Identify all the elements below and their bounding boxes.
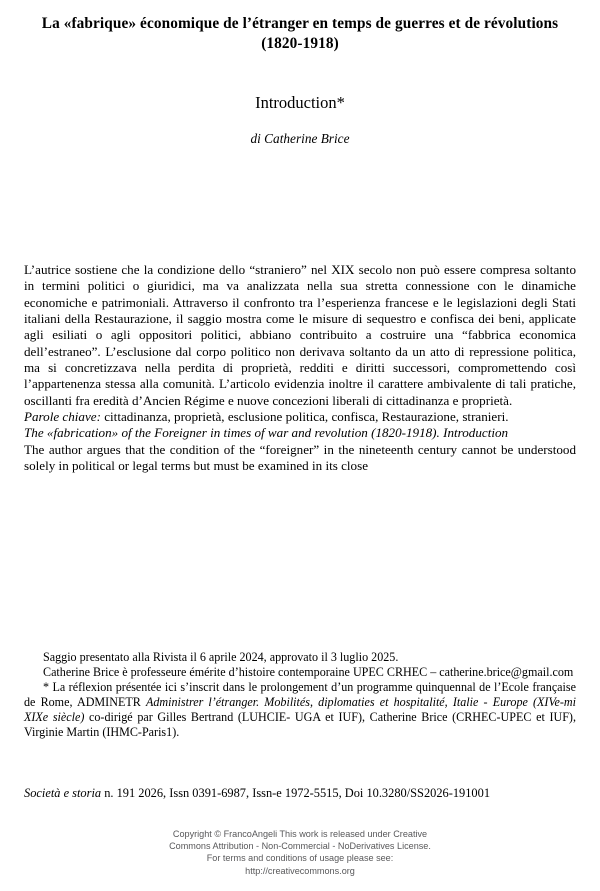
journal-issue-details: n. 191 2026, Issn 0391-6987, Issn-e 1972-5515, Doi 10.3280/SS2026-191001 xyxy=(101,786,491,800)
english-abstract-title: The «fabrication» of the Foreigner in times of war and revolution (1820-1918). Introduction xyxy=(24,425,509,441)
section-heading: Introduction* xyxy=(255,93,345,112)
footnote-submission-dates: Saggio presentato alla Rivista il 6 aprile 2024, approvato il 3 luglio 2025. xyxy=(43,650,399,664)
keywords-label: Parole chiave: xyxy=(24,409,101,425)
copyright-line-2: Commons Attribution - Non-Commercial - NoDerivatives License. xyxy=(169,841,431,852)
footnote-note-text-before: * La réflexion présentée ici s’inscrit dans le prolongement d’un programme quinquennal de l’Ecole française de Rome, ADMINETR xyxy=(24,680,576,709)
journal-name: Società e storia xyxy=(24,786,102,800)
keywords-values: cittadinanza, proprietà, esclusione politica, confisca, Restaurazione, stranieri. xyxy=(100,409,509,425)
title-block xyxy=(24,14,576,53)
article-title: La «fabrique» économique de l’étranger en temps de guerres et de révolutions (1820-1918) xyxy=(41,15,559,52)
copyright-footer xyxy=(0,828,600,877)
copyright-url: http://creativecommons.org xyxy=(245,865,355,876)
journal-reference-line xyxy=(24,786,578,801)
copyright-line-1: Copyright © FrancoAngeli This work is released under Creative xyxy=(172,829,428,839)
italian-keywords xyxy=(24,409,576,425)
footnote-author-affiliation: Catherine Brice è professeure émérite d’histoire contemporaine UPEC CRHEC – catherine.brice@gmail.com xyxy=(43,665,574,679)
author-byline: di Catherine Brice xyxy=(250,131,350,146)
italian-abstract: L’autrice sostiene che la condizione dello “straniero” nel XIX secolo non può essere compresa soltanto in termini politici o giuridici, ma va analizzata nella sua stretta connessione con le dinamiche economiche e patrimoniali. Attraverso il confronto tra l’esperienza francese e le legislazioni degli Stati italiani della Restaurazione, il saggio mostra come le misure di sequestro e confisca dei beni, applicate agli esiliati o agli oppositori politici, abbiano contribuito a costruire una “fabbrica economica dell’estraneo”. L’esclusione dal corpo politico non derivava soltanto da un atto di repressione politica, ma si concretizzava nella perdita di proprietà, redditi e diritti successori, compromettendo così l’appartenenza stessa alla comunità. L’articolo evidenzia inoltre il carattere ambivalente di tali pratiche, oscillanti fra eredità d’Ancien Régime e nuove concezioni liberali di cittadinanza e proprietà. xyxy=(24,262,576,408)
copyright-line-3: For terms and conditions of usage please see: xyxy=(206,853,394,864)
english-abstract: The author argues that the condition of the “foreigner” in the nineteenth century cannot be understood solely in political or legal terms but must be examined in its close xyxy=(24,441,576,474)
abstract-area xyxy=(24,262,576,474)
footnote-programme-title: Administrer l’étranger. Mobilités, diplomaties et hospitalité, Italie - Europe (XIVe-mi XIXe siècle) xyxy=(24,695,576,724)
footnote-area xyxy=(24,650,576,740)
footnote-note-text-after: co-dirigé par Gilles Bertrand (LUHCIE- UGA et IUF), Catherine Brice (CRHEC-UPEC et IUF), Virginie Martin (IHMC-Paris1). xyxy=(24,710,576,739)
footnote-starred-note xyxy=(24,680,576,740)
